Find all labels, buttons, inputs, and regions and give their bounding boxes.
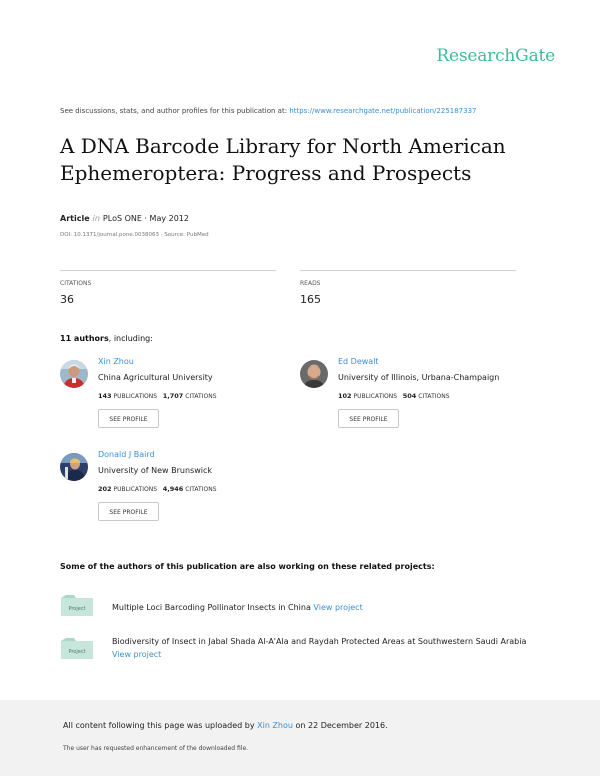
author-name-link[interactable]: Donald J Baird	[98, 450, 155, 459]
project-text	[112, 601, 363, 614]
project-title: Biodiversity of Insect in Jabal Shada Al-A'Ala and Raydah Protected Areas at Southwestern Saudi Arabia	[112, 637, 527, 646]
upload-note	[63, 721, 388, 730]
project-title: Multiple Loci Barcoding Pollinator Insects in China	[112, 603, 311, 612]
see-discussions-line	[60, 107, 477, 115]
upload-prefix: All content following this page was uploaded by	[63, 721, 258, 730]
publications-count: 102	[338, 392, 352, 400]
see-profile-button[interactable]: SEE PROFILE	[98, 502, 159, 521]
publications-count: 143	[98, 392, 112, 400]
citations-count: 1,707	[162, 392, 184, 400]
meta-in: in	[92, 214, 100, 223]
avatar[interactable]	[60, 453, 88, 481]
publications-count: 202	[98, 485, 112, 493]
publication-title: A DNA Barcode Library for North American Ephemeroptera: Progress and Prospects	[60, 134, 506, 185]
authors-count: 11 authors	[60, 334, 109, 343]
author-counts	[98, 392, 217, 400]
publications-label: PUBLICATIONS	[113, 393, 158, 400]
citations-count-label: CITATIONS	[185, 393, 217, 400]
see-profile-button[interactable]: SEE PROFILE	[98, 409, 159, 428]
reads-value: 165	[300, 293, 321, 306]
author-institution: University of New Brunswick	[98, 466, 213, 475]
author-counts	[98, 485, 217, 493]
publication-meta	[60, 214, 189, 223]
researchgate-logo[interactable]: ResearchGate	[436, 46, 555, 66]
authors-heading	[60, 334, 153, 343]
footer	[0, 700, 600, 776]
citations-count: 4,946	[162, 485, 184, 493]
reads-label: READS	[300, 280, 321, 287]
citations-count-label: CITATIONS	[418, 393, 450, 400]
citations-stat	[60, 270, 276, 306]
enhancement-note: The user has requested enhancement of the downloaded file.	[63, 745, 249, 752]
see-discussions-text: See discussions, stats, and author profiles for this publication at:	[60, 107, 290, 115]
project-icon-label: Project	[68, 606, 86, 612]
view-project-link[interactable]: View project	[313, 603, 363, 612]
citations-value: 36	[60, 293, 74, 306]
project-icon	[60, 638, 94, 660]
citations-label: CITATIONS	[60, 280, 92, 287]
citations-count: 504	[402, 392, 417, 400]
authors-suffix: , including:	[108, 334, 153, 343]
uploader-link[interactable]: Xin Zhou	[257, 721, 293, 730]
publications-label: PUBLICATIONS	[113, 486, 158, 493]
see-profile-button[interactable]: SEE PROFILE	[338, 409, 399, 428]
journal-date: PLoS ONE · May 2012	[102, 214, 189, 223]
reads-stat	[300, 270, 516, 306]
author-name-link[interactable]: Ed Dewalt	[338, 357, 379, 366]
author-name-link[interactable]: Xin Zhou	[98, 357, 134, 366]
publication-type: Article	[60, 214, 90, 223]
author-counts	[338, 392, 450, 400]
publications-label: PUBLICATIONS	[353, 393, 398, 400]
project-text	[112, 635, 526, 661]
citations-count-label: CITATIONS	[185, 486, 217, 493]
author-institution: China Agricultural University	[98, 373, 213, 382]
project-icon-label: Project	[68, 649, 86, 655]
avatar[interactable]	[300, 360, 328, 388]
avatar[interactable]	[60, 360, 88, 388]
view-project-link[interactable]: View project	[112, 650, 162, 659]
doi-source: DOI: 10.1371/journal.pone.0038063 · Source: PubMed	[60, 232, 209, 238]
project-icon	[60, 595, 94, 617]
publication-url-link[interactable]: https://www.researchgate.net/publication/225187337	[289, 107, 477, 115]
author-institution: University of Illinois, Urbana-Champaign	[338, 373, 500, 382]
upload-suffix: on 22 December 2016.	[292, 721, 388, 730]
related-projects-heading: Some of the authors of this publication are also working on these related projects:	[60, 562, 435, 571]
